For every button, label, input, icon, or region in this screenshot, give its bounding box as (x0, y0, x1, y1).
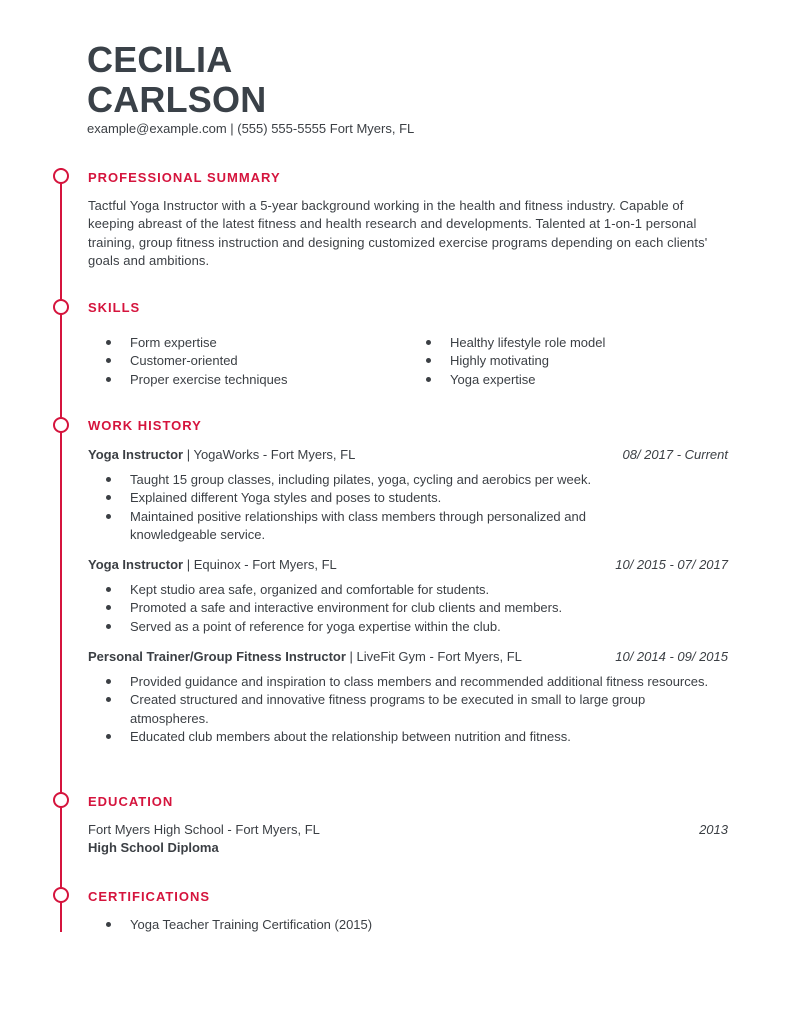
job-role: Yoga Instructor (88, 447, 184, 462)
section-title-summary: PROFESSIONAL SUMMARY (88, 170, 281, 185)
certifications-list (88, 916, 588, 934)
skills-list-left (88, 334, 388, 389)
job-role: Yoga Instructor (88, 557, 184, 572)
skill-item: Customer-oriented (88, 352, 388, 370)
skill-item: Proper exercise techniques (88, 371, 388, 389)
job-dates: 10/ 2014 - 09/ 2015 (615, 649, 728, 664)
skills-list-right (408, 334, 728, 389)
job-employer: | Equinox - Fort Myers, FL (183, 557, 337, 572)
job-dates: 10/ 2015 - 07/ 2017 (615, 557, 728, 572)
section-title-education: EDUCATION (88, 794, 174, 809)
job-bullets (88, 673, 713, 746)
section-title-certifications: CERTIFICATIONS (88, 889, 211, 904)
skill-item: Healthy lifestyle role model (408, 334, 728, 352)
job-bullet: Kept studio area safe, organized and comfortable for students. (88, 581, 688, 599)
degree: High School Diploma (88, 840, 219, 855)
school-name: Fort Myers High School - Fort Myers, FL (88, 822, 320, 837)
contact-line: example@example.com | (555) 555-5555 Fort Myers, FL (87, 121, 415, 136)
section-title-work: WORK HISTORY (88, 418, 202, 433)
first-name: CECILIA (87, 39, 233, 80)
certification-item: Yoga Teacher Training Certification (2015) (88, 916, 588, 934)
summary-text: Tactful Yoga Instructor with a 5-year background working in the health and fitness industry. Capable of keeping abreast of the latest fitness and health research and developments. Talented at 1-on-1 personal training, group fitness instruction and designing customized exercise programs depending on each clients' goals and ambitions. (88, 198, 708, 268)
job-bullet: Taught 15 group classes, including pilates, yoga, cycling and aerobics per week. (88, 471, 648, 489)
job-bullet: Educated club members about the relationship between nutrition and fitness. (88, 728, 713, 746)
timeline-node-certifications (53, 887, 69, 903)
skill-item: Form expertise (88, 334, 388, 352)
job-header (88, 557, 728, 572)
timeline-node-summary (53, 168, 69, 184)
timeline-node-education (53, 792, 69, 808)
job-header (88, 649, 728, 664)
job-bullets (88, 581, 688, 636)
job-bullet: Maintained positive relationships with class members through personalized and knowledgeable service. (88, 508, 648, 545)
skill-item: Yoga expertise (408, 371, 728, 389)
education-row (88, 821, 728, 839)
job-header (88, 447, 728, 462)
timeline-line (60, 168, 62, 932)
timeline-node-work (53, 417, 69, 433)
job-employer: | LiveFit Gym - Fort Myers, FL (345, 649, 522, 664)
job-employer: | YogaWorks - Fort Myers, FL (183, 447, 356, 462)
job-bullet: Provided guidance and inspiration to class members and recommended additional fitness resources. (88, 673, 713, 691)
job-bullet: Explained different Yoga styles and poses to students. (88, 489, 648, 507)
job-bullet: Promoted a safe and interactive environment for club clients and members. (88, 599, 688, 617)
graduation-year: 2013 (699, 822, 728, 837)
job-dates: 08/ 2017 - Current (622, 447, 728, 462)
last-name: CARLSON (87, 79, 267, 120)
timeline-node-skills (53, 299, 69, 315)
skill-item: Highly motivating (408, 352, 728, 370)
job-bullets (88, 471, 648, 544)
job-role: Personal Trainer/Group Fitness Instructor (88, 649, 346, 664)
job-bullet: Created structured and innovative fitness programs to be executed in small to large group atmospheres. (88, 691, 713, 728)
section-title-skills: SKILLS (88, 300, 141, 315)
job-bullet: Served as a point of reference for yoga expertise within the club. (88, 618, 688, 636)
candidate-name (87, 40, 266, 120)
